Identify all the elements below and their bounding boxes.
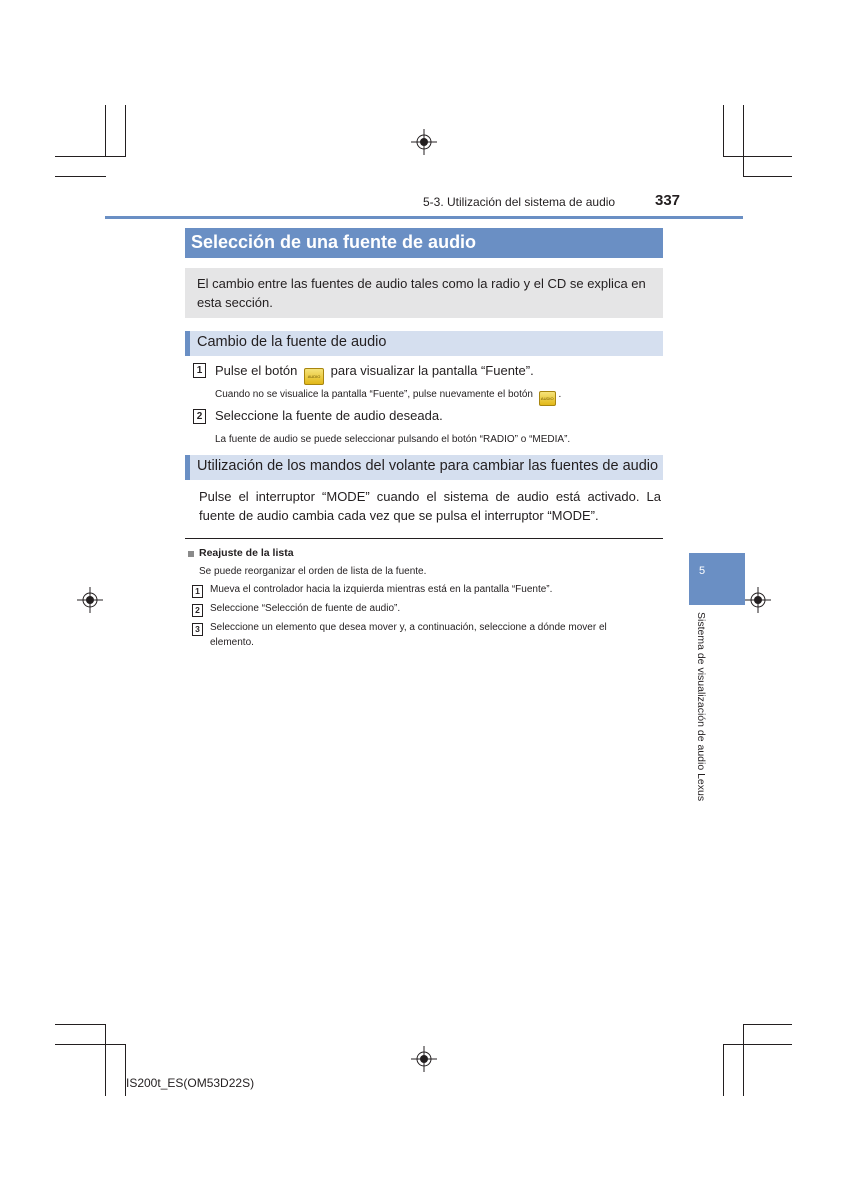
section-body: Pulse el interruptor “MODE” cuando el sistema de audio está activado. La fuente de audio cambia cada vez que se pulsa el interruptor “MODE”. xyxy=(199,489,661,523)
step-text: Seleccione la fuente de audio deseada. xyxy=(215,408,443,423)
section-heading: Cambio de la fuente de audio xyxy=(197,334,387,350)
step-text-continued: elemento. xyxy=(210,637,254,648)
crop-mark xyxy=(55,176,106,177)
crop-mark xyxy=(125,105,126,157)
step-number: 2 xyxy=(192,604,203,617)
step-text-before: Pulse el botón xyxy=(215,363,298,378)
crop-mark xyxy=(55,1024,106,1025)
section-heading-bar xyxy=(185,331,663,356)
registration-mark-icon xyxy=(745,587,771,613)
step-number: 2 xyxy=(193,409,206,424)
intro-text: El cambio entre las fuentes de audio tales como la radio y el CD se explica en esta sección. xyxy=(197,276,646,310)
crop-mark xyxy=(723,156,792,157)
crop-mark xyxy=(723,1044,792,1045)
step-note-after: . xyxy=(558,389,562,400)
crop-mark xyxy=(743,105,744,177)
step-text: Mueva el controlador hacia la izquierda mientras está en la pantalla “Fuente”. xyxy=(210,584,553,595)
crop-mark xyxy=(743,176,792,177)
crop-mark xyxy=(105,1024,106,1096)
crop-mark xyxy=(723,1044,724,1096)
header-rule xyxy=(105,216,743,219)
step-text xyxy=(215,363,534,385)
page-number: 337 xyxy=(655,192,681,209)
step-text-after: para visualizar la pantalla “Fuente”. xyxy=(330,363,534,378)
footer-code: IS200t_ES(OM53D22S) xyxy=(126,1076,255,1090)
crop-mark xyxy=(55,1044,125,1045)
audio-button-icon: AUDIO xyxy=(539,391,556,406)
crop-mark xyxy=(55,156,125,157)
page-title: Selección de una fuente de audio xyxy=(191,232,477,252)
chapter-title: Sistema de visualización de audio Lexus xyxy=(695,612,707,802)
step-number: 1 xyxy=(193,363,206,378)
audio-button-icon: AUDIO xyxy=(304,368,324,385)
subsection-heading: Reajuste de la lista xyxy=(199,547,294,559)
section-heading: Utilización de los mandos del volante para cambiar las fuentes de audio xyxy=(197,458,659,474)
heading-accent xyxy=(185,455,190,480)
divider xyxy=(185,538,663,539)
chapter-number: 5 xyxy=(699,565,706,577)
step-note-before: Cuando no se visualice la pantalla “Fuente”, pulse nuevamente el botón xyxy=(215,389,533,400)
step-note xyxy=(215,389,561,406)
step-text: Seleccione un elemento que desea mover y, a continuación, seleccione a dónde mover el xyxy=(210,622,607,633)
chapter-tab xyxy=(689,553,745,605)
registration-mark-icon xyxy=(411,1046,437,1072)
heading-accent xyxy=(185,331,190,356)
crop-mark xyxy=(105,105,106,157)
crop-mark xyxy=(723,105,724,157)
step-text: Seleccione “Selección de fuente de audio”. xyxy=(210,603,401,614)
section-label: 5-3. Utilización del sistema de audio xyxy=(423,195,616,209)
registration-mark-icon xyxy=(411,129,437,155)
intro-box xyxy=(185,268,663,318)
page-title-bar xyxy=(185,228,663,258)
bullet-square-icon xyxy=(188,551,194,557)
section-heading-bar xyxy=(185,455,663,480)
crop-mark xyxy=(743,1024,792,1025)
step-number: 1 xyxy=(192,585,203,598)
step-note: La fuente de audio se puede seleccionar pulsando el botón “RADIO” o “MEDIA”. xyxy=(215,434,571,445)
subsection-intro: Se puede reorganizar el orden de lista de la fuente. xyxy=(199,566,427,577)
registration-mark-icon xyxy=(77,587,103,613)
crop-mark xyxy=(743,1024,744,1096)
step-number: 3 xyxy=(192,623,203,636)
